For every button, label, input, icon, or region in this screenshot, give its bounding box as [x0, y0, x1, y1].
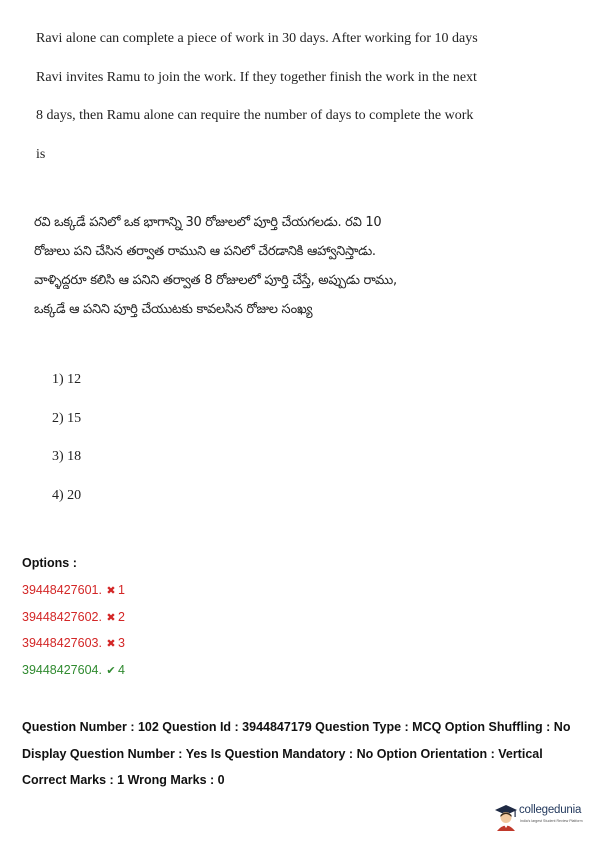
brand-logo: [494, 802, 590, 832]
question-english-line: is: [36, 146, 46, 162]
option-item: [22, 660, 125, 687]
answer-choice: 1) 12: [52, 372, 82, 387]
option-item: [22, 580, 125, 607]
check-icon: ✔: [106, 664, 116, 677]
answer-choice: 3) 18: [52, 449, 82, 464]
brand-name: collegedunia: [519, 804, 582, 816]
question-english: [36, 24, 478, 178]
option-item: [22, 607, 125, 634]
question-english-line: 8 days, then Ramu alone can require the number of days to complete the work: [36, 108, 474, 123]
option-id: 39448427603.: [22, 636, 102, 650]
option-label: 3: [117, 636, 125, 650]
question-english-line: Ravi invites Ramu to join the work. If they together finish the work in the next: [36, 69, 477, 85]
option-id: 39448427601.: [22, 583, 102, 597]
question-telugu-line: రవి ఒక్కడే పనిలో ఒక భాగాన్ని 30 రోజులలో పూర్తి చేయగలడు. రవి 10: [34, 215, 382, 230]
question-telugu: [34, 210, 464, 326]
graduate-avatar-icon: [494, 802, 518, 832]
answer-choice: 2) 15: [52, 410, 82, 426]
answer-choice: 4) 20: [52, 487, 82, 503]
option-id: 39448427602.: [22, 609, 102, 624]
metadata-line: Display Question Number : Yes Is Question Mandatory : No Option Orientation : Vertical: [22, 746, 543, 761]
option-id: 39448427604.: [22, 662, 102, 677]
cross-icon: ✖: [106, 638, 116, 650]
options-list: [22, 580, 125, 686]
question-telugu-line: ఒక్కడే ఆ పనిని పూర్తి చేయుటకు కావలసిన రోజుల సంఖ్య: [34, 302, 313, 317]
brand-tagline: India's largest Student Review Platform: [520, 819, 583, 823]
option-label: 1: [117, 583, 125, 597]
cross-icon: ✖: [106, 585, 116, 597]
options-heading: Options :: [22, 556, 77, 570]
option-label: 4: [117, 662, 125, 677]
question-english-line: Ravi alone can complete a piece of work in 30 days. After working for 10 days: [36, 31, 478, 46]
question-telugu-line: రోజులు పని చేసిన తర్వాత రాముని ఆ పనిలో చేరడానికి ఆహ్వానిస్తాడు.: [34, 244, 376, 259]
option-item: [22, 633, 125, 660]
option-label: 2: [117, 609, 125, 624]
question-metadata: [22, 716, 582, 796]
cross-icon: ✖: [106, 611, 116, 624]
metadata-line: Correct Marks : 1 Wrong Marks : 0: [22, 773, 225, 787]
question-telugu-line: వాళ్ళిద్దరూ కలిసి ఆ పనిని తర్వాత 8 రోజులలో పూర్తి చేస్తే, అప్పుడు రాము,: [34, 273, 397, 288]
answer-choices: [52, 365, 81, 519]
metadata-line: Question Number : 102 Question Id : 3944847179 Question Type : MCQ Option Shuffling : No: [22, 720, 571, 734]
